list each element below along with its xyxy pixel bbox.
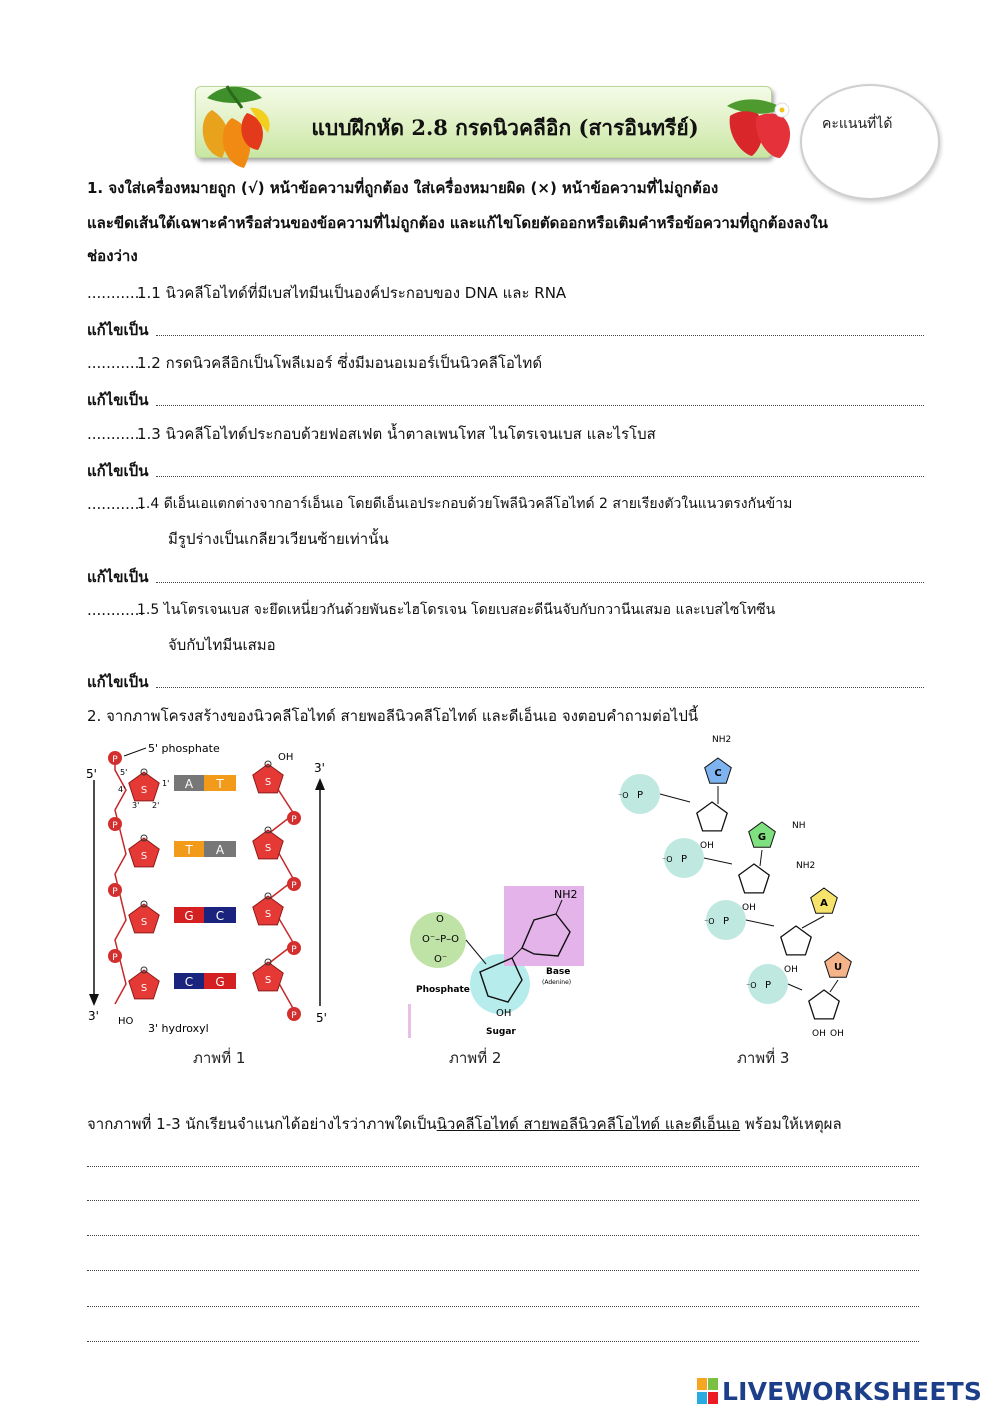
fig1-base-right-letter: T xyxy=(216,777,224,791)
figure-1-dna-diagram xyxy=(82,738,332,1038)
q1-instruction-line2: และขีดเส้นใต้เฉพาะคำหรือส่วนของข้อความที่ไม่ถูกต้อง และแก้ไขโดยตัดออกหรือเติมคำหรือข้อความที่ถูกต้องลงใน xyxy=(87,214,828,232)
liveworksheets-logo-icon xyxy=(697,1378,719,1404)
fix-line-1-1[interactable] xyxy=(156,335,924,336)
fig3-sugar-ring xyxy=(809,990,839,1019)
fig1-sugar-label: S xyxy=(264,909,272,920)
fig1-carbon-2: 2' xyxy=(152,801,160,810)
fig1-sugar-label: S xyxy=(264,777,272,788)
fig1-sugar-label: S xyxy=(264,843,272,854)
fix-line-1-2[interactable] xyxy=(156,405,924,406)
fig1-right-top-label: 3' xyxy=(314,761,325,775)
fig1-phosphate-right xyxy=(287,811,301,1021)
statement-1-2: 1.2 กรดนิวคลีอิกเป็นโพลีเมอร์ ซึ่งมีมอนอเมอร์เป็นนิวคลีโอไทด์ xyxy=(137,354,543,372)
svg-text:P: P xyxy=(112,887,118,897)
statement-1-3: 1.3 นิวคลีโอไทด์ประกอบด้วยฟอสเฟต น้ำตาลเพนโทส ไนโตรเจนเบส และไรโบส xyxy=(137,425,656,443)
caption-figure-1: ภาพที่ 1 xyxy=(193,1049,246,1067)
caption-figure-2: ภาพที่ 2 xyxy=(449,1049,502,1067)
fig3-o-minus: ⁻O xyxy=(704,917,715,926)
fig1-sugar-label: S xyxy=(264,975,272,986)
fig2-oh: OH xyxy=(496,1008,512,1019)
answer-line-1[interactable] xyxy=(87,1166,919,1167)
fix-label-1-5: แก้ไขเป็น xyxy=(87,673,149,691)
fig3-sugar-ring xyxy=(697,802,727,831)
fig3-o-minus: ⁻O xyxy=(618,791,629,800)
q1-instruction-line3: ช่องว่าง xyxy=(87,247,138,265)
fig2-phosphate-formula: O⁻–P–O xyxy=(422,934,460,945)
statement-1-4-cont: มีรูปร่างเป็นเกลียวเวียนซ้ายเท่านั้น xyxy=(168,530,389,548)
answer-line-4[interactable] xyxy=(87,1270,919,1271)
fig1-base-left-letter: T xyxy=(185,843,193,857)
fig3-nucleotide-unit xyxy=(704,888,837,975)
fig3-phosphate-p: P xyxy=(764,980,772,991)
answer-blank-1-4[interactable]: ............ xyxy=(87,495,145,513)
fig1-base-right-letter: A xyxy=(215,843,225,857)
q2-question-suffix: พร้อมให้เหตุผล xyxy=(740,1115,842,1133)
fig3-sugar-ring xyxy=(781,926,811,955)
q2-question-underlined: นิวคลีโอไทด์ สายพอลีนิวคลีโอไทด์ และดีเอ็นเอ xyxy=(436,1115,741,1133)
fix-line-1-3[interactable] xyxy=(156,476,924,477)
fig1-carbon-3: 3' xyxy=(132,801,140,810)
fig3-sugar-ring xyxy=(739,864,769,893)
fig3-base-letter: A xyxy=(820,898,828,909)
fig3-nucleotide-unit xyxy=(662,822,775,913)
fig3-phosphate-p: P xyxy=(636,790,644,801)
fig3-phosphate-p: P xyxy=(680,854,688,865)
fig3-oh: OH xyxy=(742,903,756,913)
fig2-base-sublabel: (Adenine) xyxy=(542,979,572,986)
statement-1-5-cont: จับกับไทมีนเสมอ xyxy=(168,636,276,654)
fig1-sugar-label: S xyxy=(140,851,148,862)
figure-3-polynucleotide-diagram xyxy=(612,732,882,1042)
svg-text:P: P xyxy=(112,755,118,765)
answer-line-5[interactable] xyxy=(87,1306,919,1307)
fig2-o-top: O xyxy=(436,914,444,925)
caption-figure-3: ภาพที่ 3 xyxy=(737,1049,790,1067)
answer-line-6[interactable] xyxy=(87,1341,919,1342)
statement-1-5: 1.5 ไนโตรเจนเบส จะยึดเหนี่ยวกันด้วยพันธะไฮโดรเจน โดยเบสอะดีนีนจับกับกวานีนเสมอ และเบสไซโทซีน xyxy=(137,602,776,618)
fig3-o-minus: ⁻O xyxy=(746,981,757,990)
fig1-right-bottom-label: 5' xyxy=(316,1011,327,1025)
svg-text:P: P xyxy=(291,1011,297,1021)
fig1-base-right-letter: G xyxy=(215,975,225,989)
fig1-base-pair xyxy=(129,959,283,999)
q2-instruction: 2. จากภาพโครงสร้างของนิวคลีโอไทด์ สายพอลีนิวคลีโอไทด์ และดีเอ็นเอ จงตอบคำถามต่อไปนี้ xyxy=(87,707,699,725)
fig3-phosphate-p: P xyxy=(722,916,730,927)
liveworksheets-logo-text: LIVEWORKSHEETS xyxy=(722,1377,983,1406)
fig2-sugar-label: Sugar xyxy=(486,1027,516,1037)
fig1-hydroxyl-label: 3' hydroxyl xyxy=(148,1022,209,1035)
fig1-oh-label: OH xyxy=(278,752,294,763)
fig3-oh: OH xyxy=(812,1029,826,1039)
fig3-oh: OH xyxy=(784,965,798,975)
fig3-oh: OH xyxy=(830,1029,844,1039)
answer-blank-1-5[interactable]: ............ xyxy=(87,601,145,619)
fig1-carbon-1: 1' xyxy=(162,779,170,788)
fig1-base-left-letter: G xyxy=(184,909,194,923)
fig1-carbon-5: 5' xyxy=(120,768,128,777)
answer-blank-1-2[interactable]: ............ xyxy=(87,354,145,372)
fig1-base-left-letter: C xyxy=(184,975,194,989)
fig2-phosphate-label: Phosphate xyxy=(416,985,470,995)
fig2-nh2: NH2 xyxy=(554,888,578,901)
fig1-sugar-label: S xyxy=(140,983,148,994)
fig1-carbon-4: 4' xyxy=(118,785,126,794)
statement-1-4: 1.4 ดีเอ็นเอแตกต่างจากอาร์เอ็นเอ โดยดีเอ็นเอประกอบด้วยโพลีนิวคลีโอไทด์ 2 สายเรียงตัวในแนวตรงกันข้าม xyxy=(137,496,793,512)
fig3-nh2-adenine: NH2 xyxy=(796,861,816,871)
fig1-base-left-letter: A xyxy=(184,777,194,791)
fig1-base-pair xyxy=(129,761,283,801)
fig3-nucleotide-unit xyxy=(746,952,851,1039)
fig2-base-label: Base xyxy=(546,967,571,977)
fix-line-1-4[interactable] xyxy=(156,582,924,583)
fig3-nh2-top: NH2 xyxy=(712,735,732,745)
svg-text:P: P xyxy=(291,945,297,955)
fig3-base-letter: G xyxy=(757,832,767,843)
statement-1-1: 1.1 นิวคลีโอไทด์ที่มีเบสไทมีนเป็นองค์ประกอบของ DNA และ RNA xyxy=(137,284,567,302)
fix-label-1-3: แก้ไขเป็น xyxy=(87,462,149,480)
score-box[interactable] xyxy=(800,84,940,200)
answer-line-2[interactable] xyxy=(87,1200,919,1201)
svg-text:P: P xyxy=(291,815,297,825)
worksheet-title: แบบฝึกหัด 2.8 กรดนิวคลีอิก (สารอินทรีย์) xyxy=(311,115,699,140)
answer-line-3[interactable] xyxy=(87,1235,919,1236)
q1-instruction-line1: 1. จงใส่เครื่องหมายถูก (√) หน้าข้อความที่ถูกต้อง ใส่เครื่องหมายผิด (×) หน้าข้อความที่ไม่ถูกต้อง xyxy=(87,179,719,197)
fig1-base-pair xyxy=(129,827,283,867)
answer-blank-1-3[interactable]: ............ xyxy=(87,425,145,443)
fig3-nucleotide-unit xyxy=(618,758,731,851)
svg-text:P: P xyxy=(112,953,118,963)
fig1-phosphate-label: 5' phosphate xyxy=(148,742,220,755)
fig3-base-letter: C xyxy=(714,768,722,779)
q2-question-prefix: จากภาพที่ 1-3 นักเรียนจำแนกได้อย่างไรว่าภาพใดเป็น xyxy=(87,1115,437,1133)
score-label: คะแนนที่ได้ xyxy=(822,116,893,132)
fix-label-1-1: แก้ไขเป็น xyxy=(87,321,149,339)
fig1-sugar-label: S xyxy=(140,785,148,796)
fix-line-1-5[interactable] xyxy=(156,687,924,688)
fig3-nh: NH xyxy=(792,821,806,831)
figure-2-nucleotide-diagram xyxy=(408,884,598,1040)
fig1-base-pair xyxy=(129,893,283,933)
svg-text:P: P xyxy=(112,821,118,831)
fig3-base-letter: U xyxy=(833,962,843,973)
fig2-o-minus: O⁻ xyxy=(434,954,448,965)
answer-blank-1-1[interactable]: ............ xyxy=(87,284,145,302)
fig1-left-bottom-label: 3' xyxy=(88,1009,99,1023)
fig1-sugar-label: S xyxy=(140,917,148,928)
svg-text:P: P xyxy=(291,881,297,891)
q2-question xyxy=(87,1114,842,1134)
fig3-oh: OH xyxy=(700,841,714,851)
fig1-ho-label: HO xyxy=(118,1016,134,1027)
fig3-o-minus: ⁻O xyxy=(662,855,673,864)
fix-label-1-2: แก้ไขเป็น xyxy=(87,391,149,409)
fix-label-1-4: แก้ไขเป็น xyxy=(87,568,149,586)
fig1-left-top-label: 5' xyxy=(86,767,97,781)
fig1-base-right-letter: C xyxy=(215,909,225,923)
